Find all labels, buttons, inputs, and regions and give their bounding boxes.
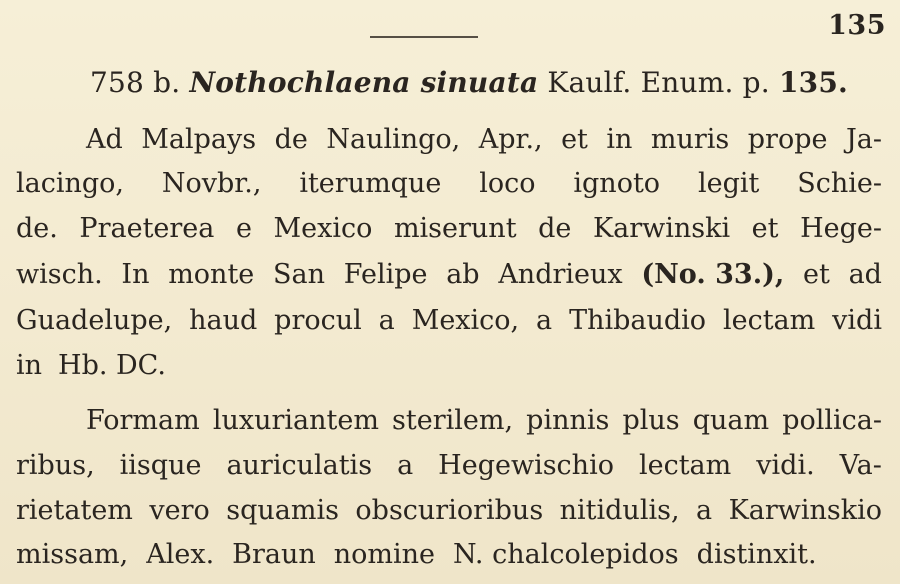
word: a	[536, 305, 553, 336]
word: obscurioribus	[355, 495, 544, 526]
entry-number: 758 b.	[90, 66, 181, 99]
word: e	[235, 213, 252, 244]
word: et	[751, 213, 779, 244]
text-line	[86, 126, 882, 153]
word: plus	[622, 405, 680, 436]
text-line	[16, 541, 882, 568]
word: Hegewischio	[438, 450, 614, 481]
text-line	[16, 261, 882, 288]
word: Ad	[86, 124, 123, 155]
word: a	[696, 495, 713, 526]
word: lectam	[638, 450, 732, 481]
word: Karwinskio	[728, 495, 882, 526]
word: Alex.	[146, 539, 215, 570]
text-line	[16, 170, 882, 197]
word: vidi	[832, 305, 882, 336]
word: N. chalcolepidos	[453, 539, 679, 570]
word: Naulingo,	[326, 124, 461, 155]
word: a	[397, 450, 414, 481]
word: ignoto	[573, 168, 661, 199]
word: pollica-	[782, 405, 882, 436]
word: Hege-	[800, 213, 882, 244]
word: prope	[747, 124, 828, 155]
word: wisch.	[16, 259, 103, 290]
word: miserunt	[393, 213, 517, 244]
word: quam	[692, 405, 770, 436]
word: missam,	[16, 539, 129, 570]
word: Mexico	[273, 213, 373, 244]
word: lacingo,	[16, 168, 124, 199]
word: vidi.	[756, 450, 815, 481]
text-line	[16, 452, 882, 479]
word: Schie-	[797, 168, 882, 199]
text-line	[16, 497, 882, 524]
word: In	[121, 259, 150, 290]
text-line	[16, 215, 882, 242]
word: in	[16, 350, 43, 381]
word: (No. 33.),	[641, 259, 785, 290]
reference-page: 135.	[778, 66, 848, 99]
taxon-name: Nothochlaena sinuata	[189, 66, 539, 99]
word: de.	[16, 213, 58, 244]
word: Andrieux	[498, 259, 623, 290]
word: loco	[479, 168, 536, 199]
word: de	[274, 124, 308, 155]
word: Novbr.,	[161, 168, 262, 199]
word: rietatem	[16, 495, 133, 526]
word: Guadelupe,	[16, 305, 173, 336]
word: procul	[274, 305, 362, 336]
word: ribus,	[16, 450, 95, 481]
word: Apr.,	[478, 124, 543, 155]
word: Braun	[232, 539, 316, 570]
page-number: 135	[828, 10, 886, 41]
word: ad	[848, 259, 882, 290]
word: et	[561, 124, 588, 155]
word: distinxit.	[696, 539, 817, 570]
word: nitidulis,	[559, 495, 680, 526]
word: Felipe	[343, 259, 428, 290]
word: in	[606, 124, 633, 155]
word: Formam	[86, 405, 200, 436]
word: luxuriantem	[212, 405, 379, 436]
word: squamis	[226, 495, 339, 526]
word: Hb. DC.	[58, 350, 166, 381]
word: San	[273, 259, 325, 290]
word: Malpays	[141, 124, 257, 155]
word: sterilem,	[392, 405, 514, 436]
word: monte	[168, 259, 255, 290]
word: Va-	[839, 450, 882, 481]
taxon-authority: Kaulf. Enum. p.	[547, 66, 770, 99]
word: pinnis	[526, 405, 610, 436]
word: auriculatis	[226, 450, 373, 481]
text-line	[16, 352, 882, 379]
word: Praeterea	[79, 213, 215, 244]
word: nomine	[333, 539, 436, 570]
word: ab	[446, 259, 480, 290]
word: haud	[189, 305, 258, 336]
word: lectam	[722, 305, 816, 336]
word: Mexico,	[411, 305, 520, 336]
word: iterumque	[299, 168, 442, 199]
text-line	[86, 407, 882, 434]
header-rule	[370, 36, 478, 38]
word: et	[803, 259, 830, 290]
word: de	[538, 213, 572, 244]
word: vero	[149, 495, 210, 526]
word: a	[378, 305, 395, 336]
word: Ja-	[845, 124, 882, 155]
text-line	[16, 307, 882, 334]
species-entry-heading	[90, 66, 848, 99]
word: legit	[697, 168, 760, 199]
word: iisque	[119, 450, 202, 481]
word: muris	[650, 124, 730, 155]
word: Karwinski	[592, 213, 731, 244]
word: Thibaudio	[569, 305, 707, 336]
